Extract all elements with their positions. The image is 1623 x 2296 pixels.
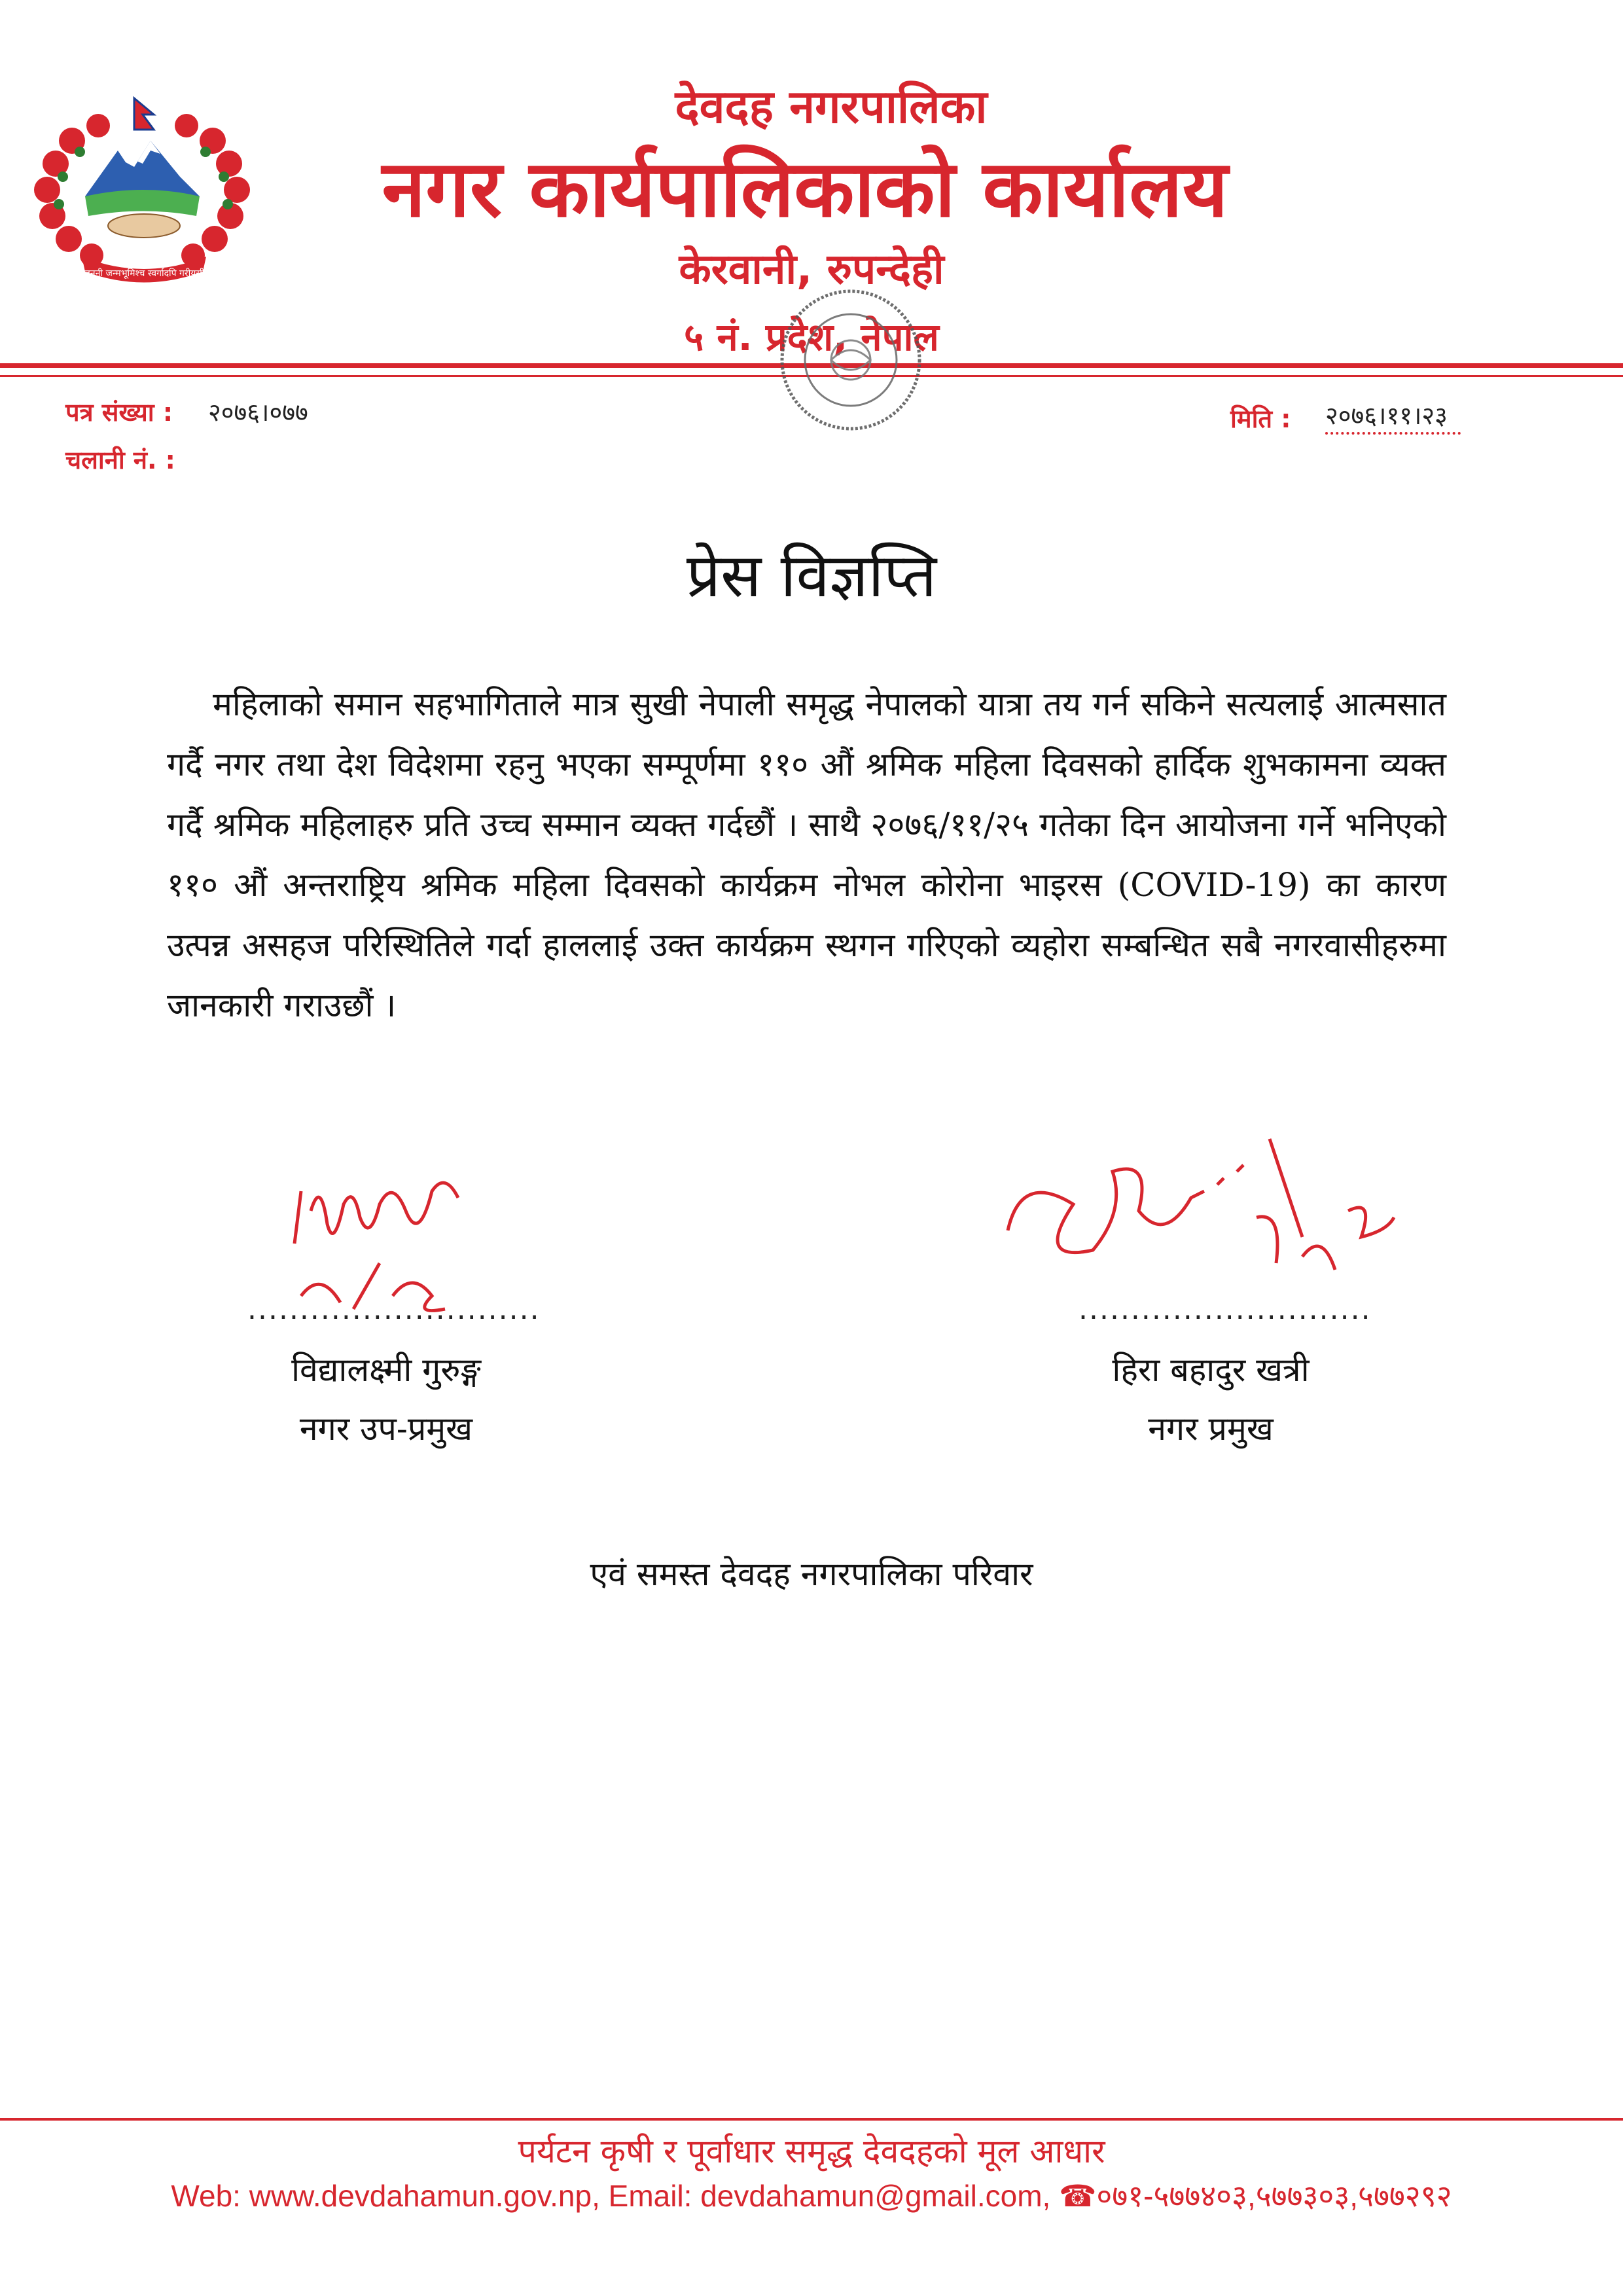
letter-number-value: २०७६।०७७ [208, 398, 308, 427]
office-province: ५ नं. प्रदेश, नेपाल [684, 315, 939, 359]
nepal-emblem-icon [20, 85, 268, 295]
signatory-right-name: हिरा बहादुर खत्री [1112, 1351, 1310, 1389]
footer-divider [0, 2118, 1623, 2121]
signature-line-left: ............................ [247, 1293, 541, 1326]
svg-text:जननी जन्मभूमिश्च स्वर्गादपि गर: जननी जन्मभूमिश्च स्वर्गादपि गरीयसी [83, 268, 205, 279]
date-label: मिति : [1230, 404, 1291, 433]
letter-number-label: पत्र संख्या : [65, 398, 173, 427]
dispatch-number-label: चलानी नं. : [65, 446, 175, 475]
signatory-right-title: नगर प्रमुख [1148, 1410, 1274, 1448]
date-value: २०७६।११।२३ [1325, 399, 1461, 435]
signature-right-icon [995, 1132, 1400, 1296]
office-location: केरवानी, रुपन्देही [679, 245, 944, 294]
signatory-left-title: नगर उप-प्रमुख [299, 1410, 473, 1448]
municipality-name: देवदह नगरपालिका [675, 80, 988, 134]
signatory-left-name: विद्यालक्ष्मी गुरुङ्ग [291, 1351, 481, 1389]
footer-motto: पर्यटन कृषी र पूर्वाधार समृद्ध देवदहको मूल आधार [518, 2132, 1105, 2170]
closing-line: एवं समस्त देवदह नगरपालिका परिवार [590, 1555, 1033, 1593]
office-stamp-icon [753, 275, 949, 445]
office-title: नगर कार्यपालिकाको कार्यालय [382, 144, 1228, 235]
footer-contact: Web: www.devdahamun.gov.np, Email: devdahamun@gmail.com, ☎०७१-५७७४०३,५७७३०३,५७७२९२ [171, 2179, 1452, 2213]
document-body: महिलाको समान सहभागिताले मात्र सुखी नेपाली समृद्ध नेपालको यात्रा तय गर्न सकिने सत्यलाई आत्मसात गर्दै नगर तथा देश विदेशमा रहनु भएका सम्पूर्णमा ११० औं श्रमिक महिला दिवसको हार्दिक शुभकामना व्यक्त गर्दै श्रमिक महिलाहरु प्रति उच्च सम्मान व्यक्त गर्दछौं । साथै २०७६/११/२५ गतेका दिन आयोजना गर्ने भनिएको ११० औं अन्तराष्ट्रिय श्रमिक महिला दिवसको कार्यक्रम नोभल कोरोना भाइरस (COVID-19) का कारण उत्पन्न असहज परिस्थितिले गर्दा हाललाई उक्त कार्यक्रम स्थगन गरिएको व्यहोरा सम्बन्धित सबै नगरवासीहरुमा जानकारी गराउछौं । [167, 685, 1446, 1024]
signature-line-right: ............................ [1079, 1293, 1372, 1326]
document-title: प्रेस विज्ञप्ति [686, 541, 937, 611]
